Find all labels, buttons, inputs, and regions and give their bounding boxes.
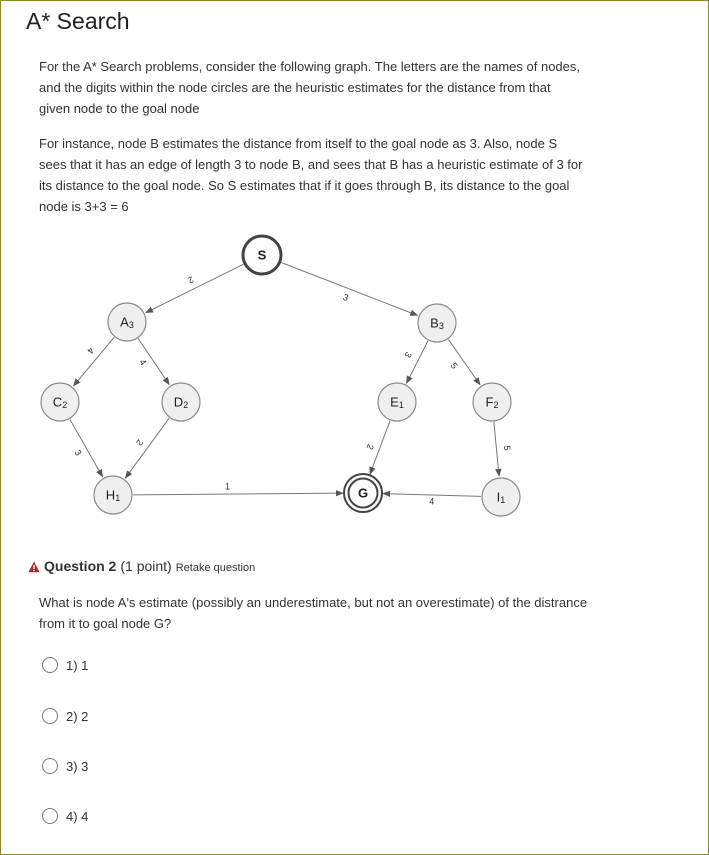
node-e — [378, 383, 416, 421]
edge-weight-s-b: 3 — [341, 291, 350, 304]
option-1[interactable] — [42, 655, 88, 675]
node-label-b: $B_3$ — [430, 315, 444, 332]
node-i — [482, 478, 520, 516]
option-3-radio[interactable] — [42, 758, 58, 774]
node-d — [162, 383, 200, 421]
node-g — [344, 474, 382, 512]
edge-weight-e-g: 2 — [364, 442, 376, 451]
question-text: What is node A's estimate (possibly an underestimate, but not an overestimate) of the distrance from it to goal node G? — [39, 595, 588, 631]
node-f — [473, 383, 511, 421]
edge-s-a — [146, 264, 244, 313]
edge-c-h — [70, 419, 103, 476]
option-1-label: 1) 1 — [66, 657, 89, 673]
edge-weight-b-f: 5 — [448, 360, 460, 371]
edge-s-b — [281, 262, 418, 315]
node-a — [108, 303, 146, 341]
option-2[interactable] — [42, 706, 88, 726]
question-points: (1 point) — [120, 558, 172, 574]
node-label-c: $C_2$ — [52, 394, 68, 411]
node-s — [243, 236, 281, 274]
intro-paragraph-2: For instance, node B estimates the distance from itself to the goal node as 3. Also, node S sees that it has an edge of length 3 to node B, and sees that B has a heuristic estimate of 3 for its distance to the goal node. So S estimates that if it goes through B, its distance to the goal node is 3+3 = 6 — [39, 136, 583, 214]
node-label-e: $E_1$ — [390, 394, 404, 411]
edge-weight-f-i: 5 — [501, 445, 513, 451]
edge-weight-a-c: 4 — [85, 345, 97, 356]
node-label-f: $F_2$ — [485, 394, 499, 411]
edge-b-f — [448, 339, 480, 384]
question-title: Question 2 — [44, 558, 117, 574]
option-2-label: 2) 2 — [66, 708, 89, 724]
node-label-d: $D_2$ — [173, 394, 189, 411]
node-h — [94, 476, 132, 514]
edge-weight-i-g: 4 — [429, 496, 435, 507]
node-label-g: G — [357, 485, 369, 501]
option-3[interactable] — [42, 756, 88, 776]
retake-question-link[interactable]: Retake question — [175, 562, 256, 574]
edge-weight-h-g: 1 — [224, 481, 230, 492]
edge-b-e — [406, 341, 427, 383]
node-label-a: $A_3$ — [120, 314, 134, 331]
edge-weight-c-h: 3 — [72, 448, 84, 458]
edge-d-h — [125, 418, 169, 478]
edge-f-i — [494, 422, 499, 476]
node-c — [41, 383, 79, 421]
node-b — [418, 304, 456, 342]
edge-weight-b-e: 3 — [402, 350, 414, 360]
warning-icon — [28, 561, 40, 573]
edge-h-g — [133, 493, 343, 495]
option-3-label: 3) 3 — [66, 758, 89, 774]
option-2-radio[interactable] — [42, 708, 58, 724]
edge-a-c — [73, 337, 114, 386]
node-label-i: $I_1$ — [496, 489, 506, 506]
search-graph — [0, 225, 709, 525]
intro-paragraph-1: For the A* Search problems, consider the following graph. The letters are the names of nodes, and the digits within the node circles are the heuristic estimates for the distance from that given node to the goal node — [39, 59, 581, 116]
edge-weight-a-d: 4 — [137, 357, 149, 368]
node-label-s: S — [257, 247, 267, 263]
page-title: A* Search — [26, 8, 130, 34]
option-4-label: 4) 4 — [66, 808, 89, 824]
option-4-radio[interactable] — [42, 808, 58, 824]
question-header — [28, 558, 255, 574]
edge-weight-s-a: 2 — [186, 274, 196, 286]
edge-weight-d-h: 2 — [134, 437, 146, 448]
option-4[interactable] — [42, 806, 88, 826]
node-label-h: $H_1$ — [105, 487, 121, 504]
option-1-radio[interactable] — [42, 657, 58, 673]
